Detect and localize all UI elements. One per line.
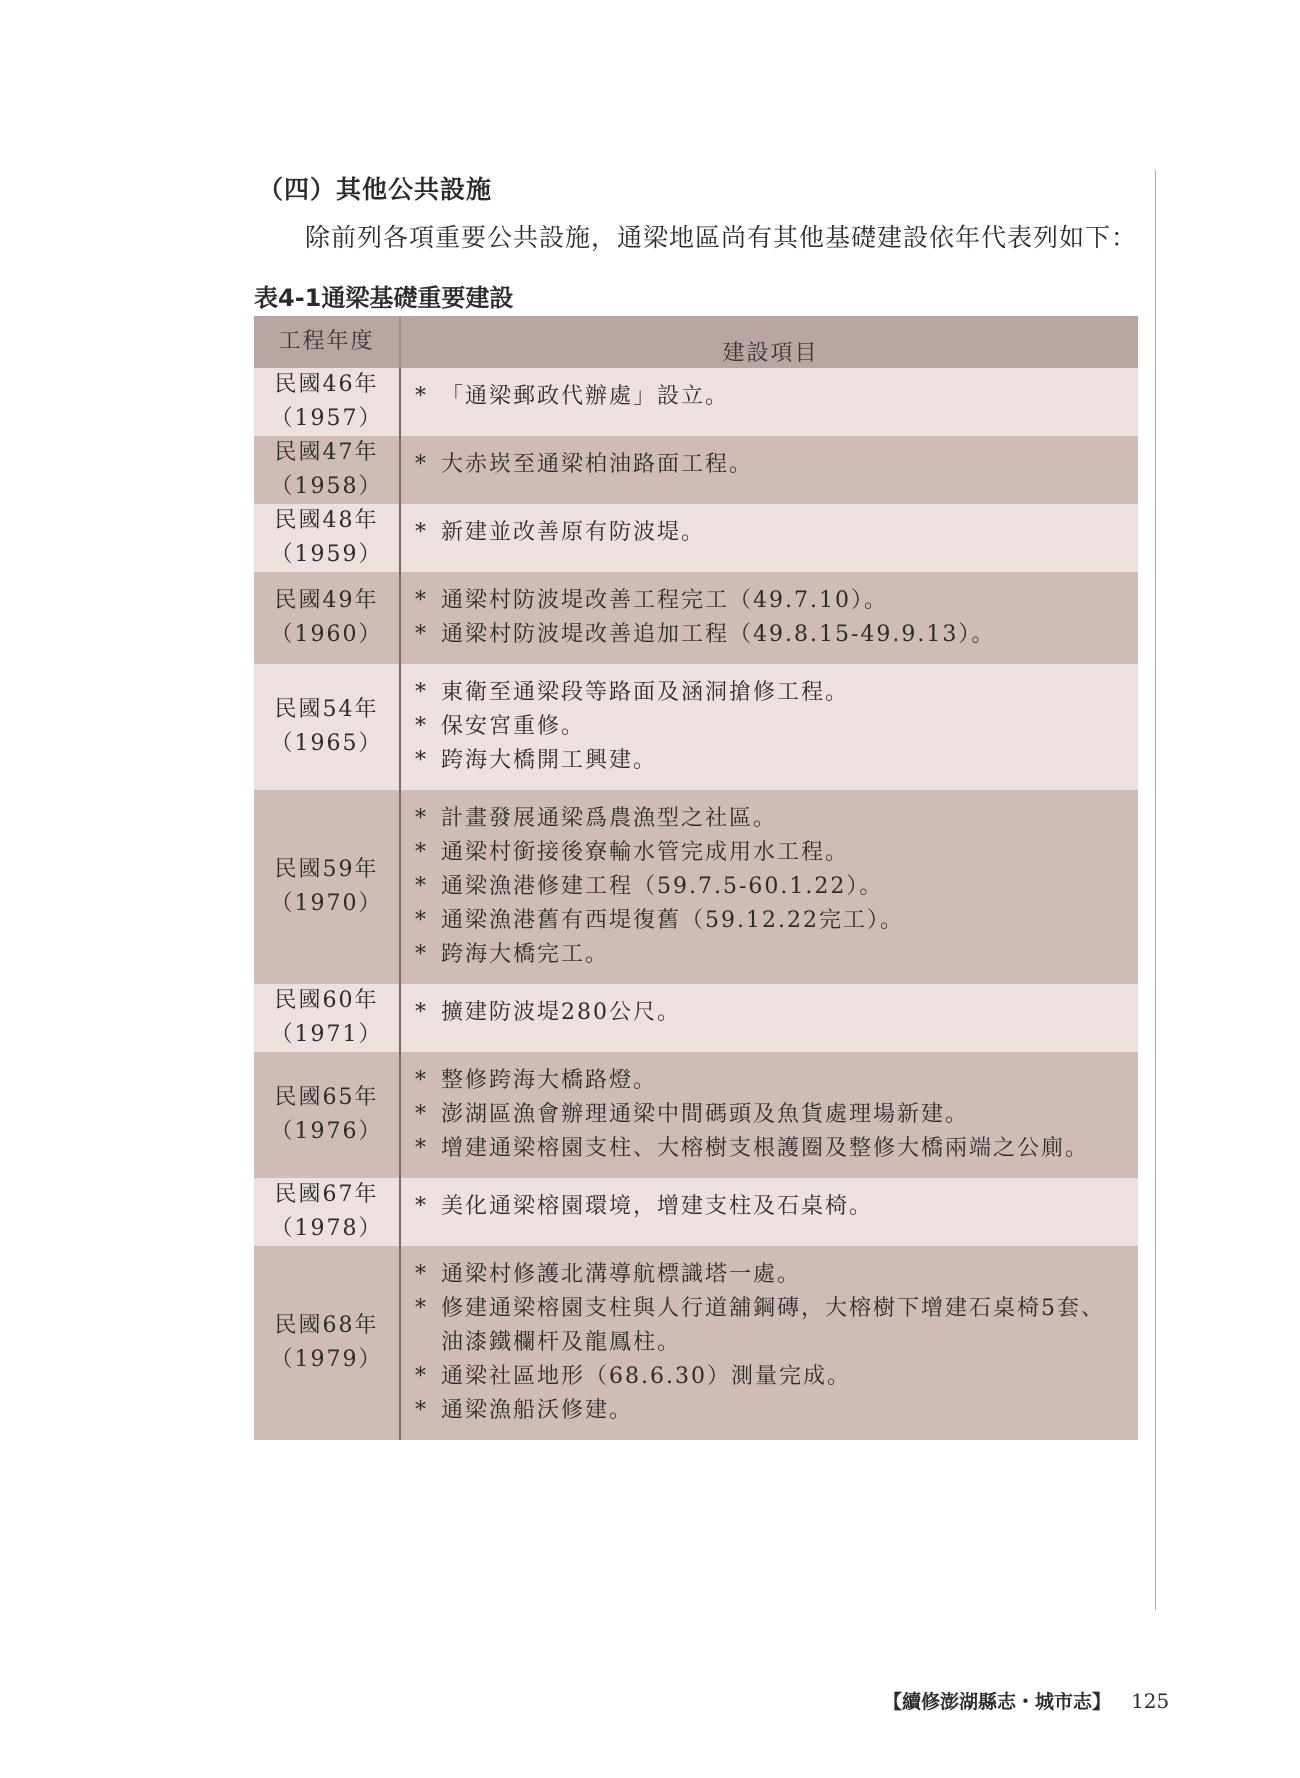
table-row <box>254 368 1138 436</box>
list-item: * 「通梁郵政代辦處」設立。 <box>415 380 1126 414</box>
roc-year: 民國60年 <box>274 988 379 1013</box>
roc-year: 民國67年 <box>274 1182 379 1207</box>
list-item: * 澎湖區漁會辦理通梁中間碼頭及魚貨處理場新建。 <box>415 1098 1126 1132</box>
list-item: * 東衛至通梁段等路面及涵洞搶修工程。 <box>415 676 1126 710</box>
items-cell <box>399 368 1138 436</box>
year-cell <box>254 572 399 664</box>
year-cell <box>254 1178 399 1246</box>
roc-year: 民國59年 <box>274 857 379 882</box>
page-footer <box>883 1687 1169 1714</box>
ad-year: （1979） <box>270 1347 383 1372</box>
page-number: 125 <box>1131 1689 1170 1713</box>
table-row <box>254 1246 1138 1440</box>
table-row <box>254 436 1138 504</box>
year-cell <box>254 1052 399 1178</box>
list-item: * 通梁村銜接後寮輸水管完成用水工程。 <box>415 836 1126 870</box>
year-cell <box>254 368 399 436</box>
ad-year: （1965） <box>270 731 383 756</box>
list-item: * 增建通梁榕園支柱、大榕樹支根護圈及整修大橋兩端之公廁。 <box>415 1132 1126 1166</box>
year-cell <box>254 790 399 984</box>
items-cell <box>399 1178 1138 1246</box>
list-item: * 大赤崁至通梁柏油路面工程。 <box>415 448 1126 482</box>
roc-year: 民國49年 <box>274 588 379 613</box>
items-cell <box>399 1246 1138 1440</box>
list-item: * 通梁社區地形（68.6.30）測量完成。 <box>415 1360 1126 1394</box>
intro-paragraph: 除前列各項重要公共設施，通梁地區尚有其他基礎建設依年代表列如下： <box>305 223 1138 252</box>
table-row <box>254 1178 1138 1246</box>
table-body <box>254 368 1138 1440</box>
construction-table <box>254 316 1138 1440</box>
items-cell <box>399 664 1138 790</box>
year-cell <box>254 984 399 1052</box>
table-row <box>254 790 1138 984</box>
year-cell <box>254 504 399 572</box>
ad-year: （1959） <box>270 542 383 567</box>
list-item: * 美化通梁榕園環境，增建支柱及石桌椅。 <box>415 1190 1126 1224</box>
ad-year: （1958） <box>270 474 383 499</box>
list-item: * 跨海大橋完工。 <box>415 938 1126 972</box>
roc-year: 民國47年 <box>274 440 379 465</box>
list-item: * 新建並改善原有防波堤。 <box>415 516 1126 550</box>
list-item: * 擴建防波堤280公尺。 <box>415 996 1126 1030</box>
items-cell <box>399 436 1138 504</box>
items-cell <box>399 1052 1138 1178</box>
table-header <box>254 316 1138 368</box>
roc-year: 民國65年 <box>274 1085 379 1110</box>
list-item: * 通梁漁港修建工程（59.7.5-60.1.22）。 <box>415 870 1126 904</box>
list-item: * 通梁村防波堤改善追加工程（49.8.15-49.9.13）。 <box>415 618 1126 652</box>
section-title: （四）其他公共設施 <box>258 175 493 204</box>
list-item: * 通梁漁港舊有西堤復舊（59.12.22完工）。 <box>415 904 1126 938</box>
table-row <box>254 984 1138 1052</box>
ad-year: （1970） <box>270 891 383 916</box>
header-year: 工程年度 <box>278 329 375 354</box>
table-row <box>254 664 1138 790</box>
ad-year: （1976） <box>270 1119 383 1144</box>
list-item: * 保安宮重修。 <box>415 710 1126 744</box>
list-item: * 通梁漁船沃修建。 <box>415 1394 1126 1428</box>
roc-year: 民國68年 <box>274 1313 379 1338</box>
ad-year: （1971） <box>270 1022 383 1047</box>
items-cell <box>399 984 1138 1052</box>
table-row <box>254 504 1138 572</box>
year-cell <box>254 1246 399 1440</box>
ad-year: （1960） <box>270 622 383 647</box>
list-item: * 通梁村修護北溝導航標識塔一處。 <box>415 1258 1126 1292</box>
items-cell <box>399 790 1138 984</box>
list-item: * 修建通梁榕園支柱與人行道舖鋼磚，大榕樹下增建石桌椅5套、油漆鐵欄杆及龍鳳柱。 <box>415 1292 1126 1360</box>
year-cell <box>254 436 399 504</box>
list-item: * 通梁村防波堤改善工程完工（49.7.10）。 <box>415 584 1126 618</box>
header-items: 建設項目 <box>399 316 1138 368</box>
margin-rule <box>1155 170 1156 1610</box>
ad-year: （1957） <box>270 406 383 431</box>
roc-year: 民國48年 <box>274 508 379 533</box>
footer-title: 【續修澎湖縣志・城市志】 <box>883 1691 1112 1713</box>
year-cell <box>254 664 399 790</box>
items-cell <box>399 504 1138 572</box>
table-caption: 表4-1通梁基礎重要建設 <box>254 284 514 312</box>
table-row <box>254 572 1138 664</box>
items-cell <box>399 572 1138 664</box>
table-row <box>254 1052 1138 1178</box>
roc-year: 民國54年 <box>274 697 379 722</box>
roc-year: 民國46年 <box>274 372 379 397</box>
ad-year: （1978） <box>270 1216 383 1241</box>
list-item: * 計畫發展通梁爲農漁型之社區。 <box>415 802 1126 836</box>
list-item: * 跨海大橋開工興建。 <box>415 744 1126 778</box>
list-item: * 整修跨海大橋路燈。 <box>415 1064 1126 1098</box>
